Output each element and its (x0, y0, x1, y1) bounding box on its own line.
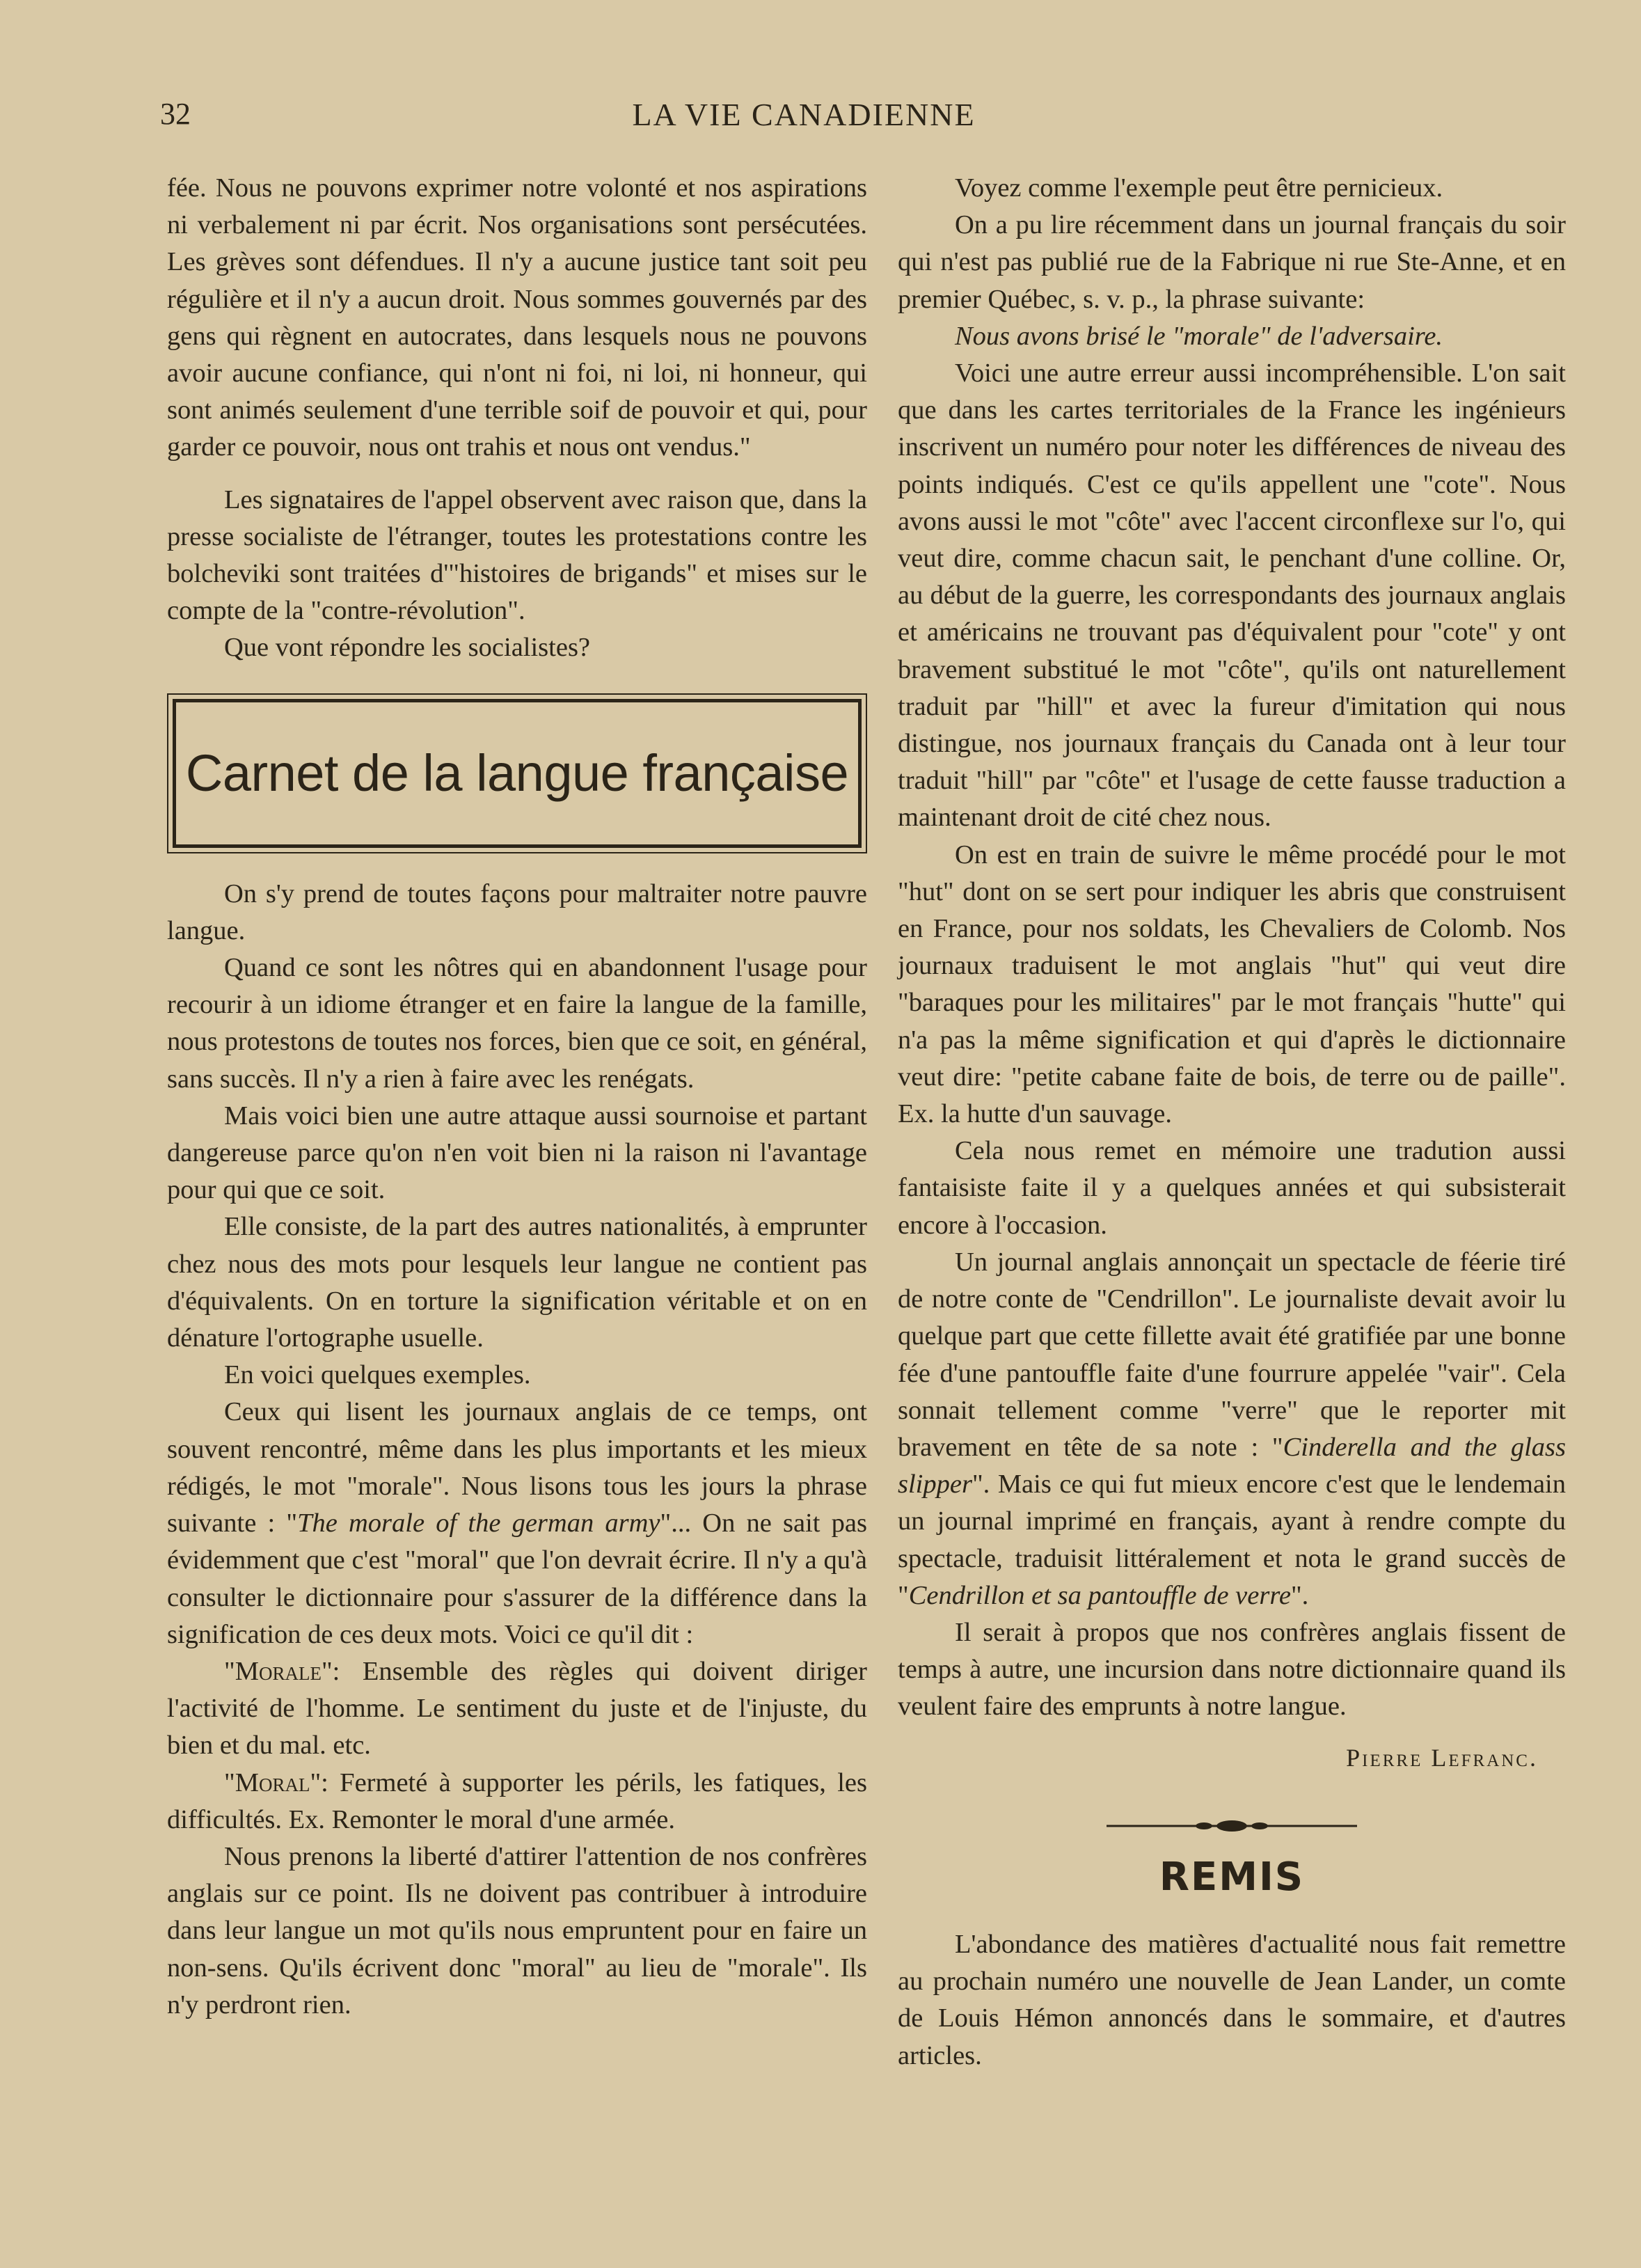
divider-ornament-icon (898, 1817, 1566, 1835)
paragraph: Voyez comme l'exemple peut être pernicieux. (955, 173, 1443, 203)
paragraph: On s'y prend de toutes façons pour maltraiter notre pauvre langue. (167, 879, 867, 945)
paragraph: Les signataires de l'appel observent avec raison que, dans la presse socialiste de l'étranger, toutes les protestations contre les bolcheviki sont traitées d'"histoires de brigands" et mises sur le compte de la "contre-révolution". (167, 485, 867, 626)
definition-text: : Fermeté à supporter les périls, les fatiques, les difficultés. Ex. Remonter le moral d'une armée. (167, 1767, 867, 1834)
left-column (167, 170, 867, 2024)
paragraph: Il serait à propos que nos confrères anglais fissent de temps à autre, une incursion dans notre dictionnaire quand ils veulent faire des emprunts à notre langue. (898, 1617, 1566, 1722)
paragraph: fée. Nous ne pouvons exprimer notre volonté et nos aspirations ni verbalement ni par écrit. Nos organisations sont persécutées. Les grèves sont défendues. Il n'y a aucune justice tant soit peu régulière et il n'y a aucun droit. Nous sommes gouvernés par des gens qui règnent en autocrates, dans lesquels nous ne pouvons avoir aucune confiance, qui n'ont ni foi, ni loi, ni honneur, qui sont animés seulement d'une terrible soif de pouvoir et qui, pour garder ce pouvoir, nous ont trahis et nous ont vendus." (167, 173, 867, 462)
paragraph: Nous prenons la liberté d'attirer l'attention de nos confrères anglais sur ce point. Ils ne doivent pas contribuer à introduire dans leur langue un mot qu'ils nous empruntent pour en faire un non-sens. Qu'ils écrivent donc "moral" au lieu de "morale". Ils n'y perdront rien. (167, 1841, 867, 2019)
paragraph: Cela nous remet en mémoire une tradution aussi fantaisiste faite il y a quelques années et qui subsisterait encore à l'occasion. (898, 1136, 1566, 1240)
definition-morale (167, 1653, 867, 1765)
remis-heading: REMIS (1159, 1854, 1305, 1900)
author-signature: Pierre Lefranc. (1346, 1743, 1538, 1772)
paragraph: Voici une autre erreur aussi incompréhensible. L'on sait que dans les cartes territoriales de la France les ingénieurs inscrivent un numéro pour noter les différences de niveau des points indiqués. C'est ce qu'ils appellent une "cote". Nous avons aussi le mot "côte" avec l'accent circonflexe sur l'o, qui veut dire, comme chacun sait, le penchant d'une colline. Or, au début de la guerre, les correspondants des journaux anglais et américains ne trouvant pas d'équivalent pour "cote" y ont bravement substitué le mot "côte", qu'ils ont naturellement traduit par "hill" et avec la fureur d'imitation qui nous distingue, nos journaux français du Canada ont à leur tour traduit "hill" par "côte" et l'usage de cette fausse traduction a maintenant droit de cité chez nous. (898, 359, 1566, 833)
paragraph: Mais voici bien une autre attaque aussi sournoise et partant dangereuse parce qu'on n'en voit bien ni la raison ni l'avantage pour qui que ce soit. (167, 1101, 867, 1205)
text-run: Ceux qui lisent les journaux anglais de ce temps, ont souvent rencontré, même dans les plus importants et les mieux rédigés, le mot "morale". Nous lisons tous les jours la phrase suivante : " (167, 1397, 867, 1538)
paragraph: En voici quelques exemples. (224, 1360, 531, 1390)
paragraph (167, 1394, 867, 1653)
italic-phrase: Cinderella and the glass slipper (898, 1432, 1566, 1499)
running-title: LA VIE CANADIENNE (632, 97, 976, 132)
page-header (160, 96, 1448, 138)
text-run: "... On ne sait pas évidemment que c'est "moral" que l'on devrait écrire. Il n'y a qu'à consulter le dictionnaire pour s'assurer de la différence dans la signification de ces deux mots. Voici ce qu'il dit : (167, 1509, 867, 1649)
italic-phrase: Cendrillon et sa pantouffle de verre (908, 1580, 1291, 1610)
definition-moral (167, 1765, 867, 1838)
page-number: 32 (160, 97, 191, 131)
paragraph: Que vont répondre les socialistes? (224, 633, 591, 663)
paragraph: On a pu lire récemment dans un journal français du soir qui n'est pas publié rue de la Fabrique ni rue Ste-Anne, et en premier Québec, s. v. p., la phrase suivante: (898, 210, 1566, 314)
paragraph (898, 1244, 1566, 1614)
italic-phrase: The morale of the german army (297, 1509, 660, 1538)
italic-quote: Nous avons brisé le "morale" de l'adversaire. (955, 321, 1443, 351)
text-run: ". (1290, 1580, 1309, 1610)
text-run: Un journal anglais annonçait un spectacle de féerie tiré de notre conte de "Cendrillon". Le journaliste devait avoir lu quelque part que cette fillette avait été gratifiée par une bonne fée d'une pantouffle faite d'une fourrure appelée "vair". Cela sonnait tellement comme "verre" que le reporter mit bravement en tête de sa note : " (898, 1247, 1566, 1462)
right-column (898, 170, 1566, 2074)
definition-term: "Moral" (224, 1767, 322, 1797)
paragraph: L'abondance des matières d'actualité nous fait remettre au prochain numéro une nouvelle de Jean Lander, un comte de Louis Hémon annoncés dans le sommaire, et d'autres articles. (898, 1929, 1566, 2070)
paragraph: Elle consiste, de la part des autres nationalités, à emprunter chez nous des mots pour lesquels leur langue ne contient pas d'équivalents. On en torture la signification véritable et on en dénature l'ortographe usuelle. (167, 1212, 867, 1353)
text-run: ". Mais ce qui fut mieux encore c'est que le lendemain un journal imprimé en français, ayant à rendre compte du spectacle, traduisit littéralement et nota le grand succès de " (898, 1470, 1566, 1610)
definition-term: "Morale" (224, 1656, 333, 1686)
paragraph: Quand ce sont les nôtres qui en abandonnent l'usage pour recourir à un idiome étranger et en faire la langue de la famille, nous protestons de toutes nos forces, bien que ce soit, en général, sans succès. Il n'y a rien à faire avec les renégats. (167, 953, 867, 1094)
section-title-box (173, 699, 862, 848)
paragraph: On est en train de suivre le même procédé pour le mot "hut" dont on se sert pour indiquer les abris que construisent en France, pour nos soldats, les Chevaliers de Colomb. Nos journaux traduisent le mot anglais "hut" qui veut dire "baraques pour les militaires" par le mot français "hutte" qui n'a pas la même signification et qui d'après le dictionnaire veut dire: "petite cabane faite de bois, de terre ou de paille". Ex. la hutte d'un sauvage. (898, 840, 1566, 1129)
section-title: Carnet de la langue française (185, 743, 849, 802)
definition-text: : Ensemble des règles qui doivent diriger l'activité de l'homme. Le sentiment du juste et de l'injuste, du bien et du mal. etc. (167, 1656, 867, 1761)
